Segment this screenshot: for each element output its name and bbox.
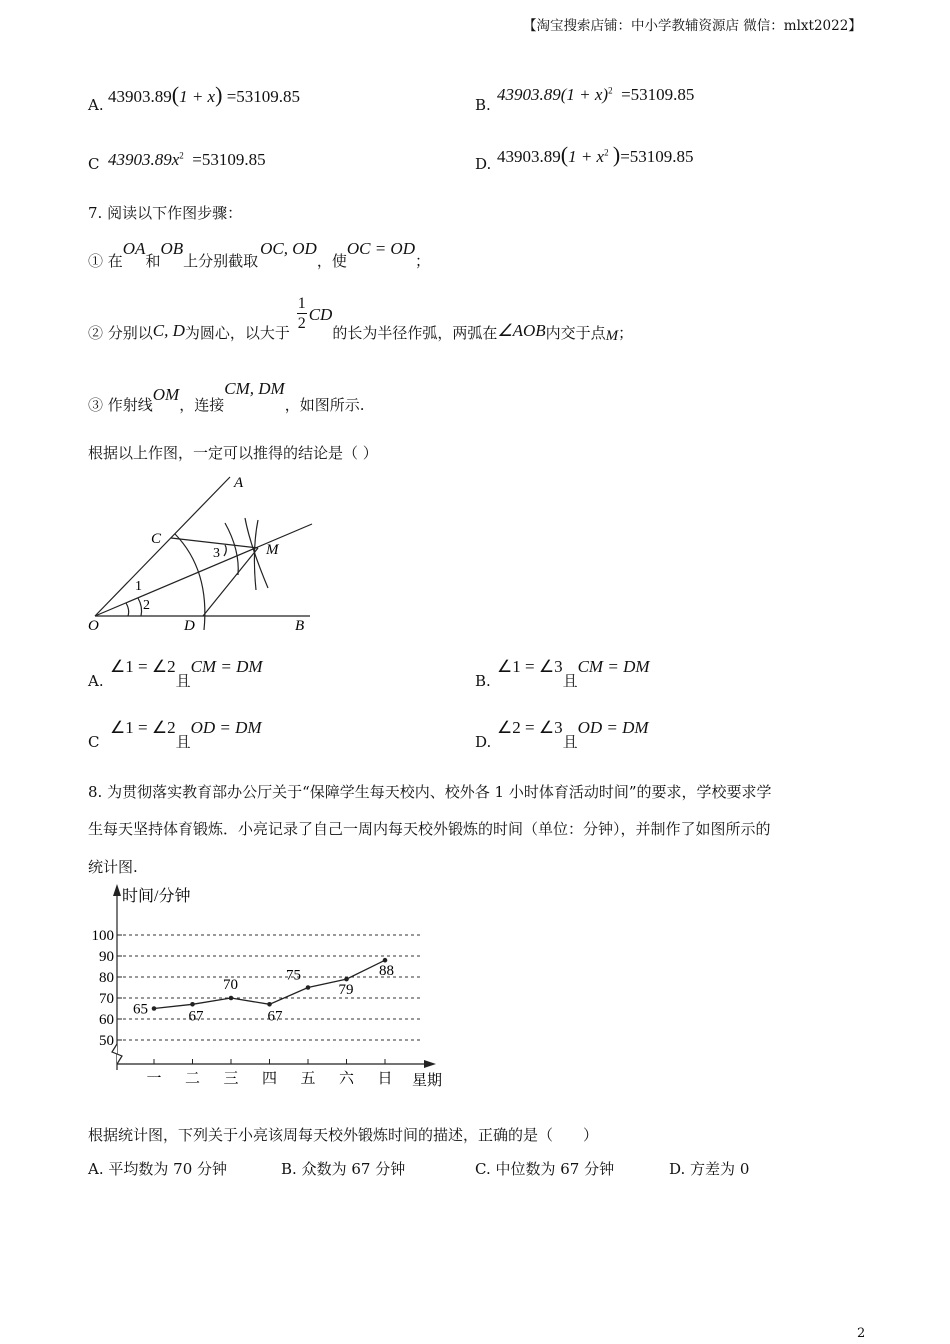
q7-step3: ③ 作射线OM，连接CM, DM，如图所示.	[88, 379, 365, 414]
ray-oa	[95, 477, 230, 616]
x-axis-arrow	[424, 1060, 436, 1068]
q7-step1: ① 在OA和OB上分别截取OC, OD，使OC = OD；	[88, 239, 431, 270]
q7-option-b: ∠1 = ∠3且CM = DM	[497, 657, 650, 690]
q7-option-b-label: B.	[475, 672, 491, 690]
q8-line-2: 生每天坚持体育锻炼．小亮记录了自己一周内每天校外锻炼的时间（单位：分钟），并制作了如图所示的	[88, 820, 771, 838]
y-axis-arrow	[113, 884, 121, 896]
label-angle-3: 3	[213, 546, 220, 561]
y-tick-label: 60	[99, 1012, 114, 1028]
q7-option-a: ∠1 = ∠2且CM = DM	[110, 657, 263, 690]
label-angle-2: 2	[143, 598, 150, 613]
q8-option-b: B. 众数为 67 分钟	[281, 1160, 406, 1178]
data-point	[344, 977, 349, 982]
data-label: 65	[133, 1001, 148, 1018]
angle-mark-3	[224, 545, 226, 556]
x-tick-label: 日	[377, 1071, 393, 1087]
data-point	[383, 958, 388, 963]
data-label: 75	[286, 967, 301, 984]
data-point	[306, 985, 311, 990]
ray-om	[95, 524, 312, 616]
page-header: 【淘宝搜索店铺：中小学教辅资源店 微信：mlxt2022】	[523, 18, 862, 34]
y-tick-label: 80	[99, 970, 114, 986]
label-a: A	[234, 475, 244, 491]
arc-from-c	[225, 523, 238, 575]
x-tick-label: 六	[338, 1071, 355, 1087]
q6-option-c-label: C	[88, 155, 100, 173]
label-c: C	[151, 531, 162, 547]
q8-line-3: 统计图.	[88, 858, 138, 876]
label-d: D	[184, 618, 195, 634]
q7-geometry-figure	[80, 470, 330, 645]
label-angle-1: 1	[135, 579, 142, 594]
q8-line-chart	[80, 880, 460, 1095]
q8-line-1: 8. 为贯彻落实教育部办公厅关于“保障学生每天校内、校外各 1 小时体育活动时间”的要求，学校要求学	[88, 783, 772, 801]
page-number: 2	[857, 1326, 866, 1341]
q7-option-a-label: A.	[88, 672, 104, 690]
data-label: 67	[267, 1008, 283, 1025]
q6-option-d-label: D.	[475, 155, 492, 173]
x-tick-label: 五	[300, 1071, 316, 1087]
y-tick-label: 50	[99, 1033, 114, 1049]
q7-option-c: ∠1 = ∠2且OD = DM	[110, 718, 262, 751]
x-tick-label: 一	[146, 1071, 162, 1087]
q7-option-d-label: D.	[475, 733, 492, 751]
q6-option-a-label: A.	[88, 96, 104, 114]
x-tick-label: 四	[261, 1071, 278, 1087]
q7-option-c-label: C	[88, 733, 100, 751]
data-point	[190, 1002, 195, 1007]
data-point	[152, 1006, 157, 1011]
y-tick-label: 90	[99, 949, 114, 965]
angle-mark-1	[126, 603, 129, 616]
y-axis-label: 时间/分钟	[122, 888, 191, 905]
q8-option-d: D. 方差为 0	[669, 1160, 750, 1178]
q6-option-a-formula: 43903.89(1 + x) =53109.85	[108, 82, 301, 107]
x-tick-label: 三	[223, 1071, 239, 1087]
q8-option-c: C. 中位数为 67 分钟	[475, 1160, 615, 1178]
q7-option-d: ∠2 = ∠3且OD = DM	[497, 718, 649, 751]
data-label: 67	[188, 1008, 204, 1025]
label-m: M	[266, 542, 279, 558]
q6-option-d-formula: $43903.89(1 + x^2$ )=53109.85	[497, 142, 694, 167]
data-label: 70	[223, 977, 238, 993]
y-tick-label: 70	[99, 991, 114, 1007]
arc-extra	[254, 520, 258, 590]
label-o: O	[88, 618, 99, 634]
data-label: 79	[338, 982, 354, 999]
x-axis-label: 星期	[412, 1073, 443, 1089]
q6-option-b-formula: $43903.89(1 + x)^2 =53109.85$	[497, 85, 695, 104]
label-b: B	[295, 618, 305, 634]
y-tick-label: 100	[91, 928, 114, 944]
q7-question: 根据以上作图，一定可以推得的结论是（ ）	[88, 444, 378, 462]
q6-option-b-label: B.	[475, 96, 491, 114]
q7-step2: ② 分别以C, D为圆心，以大于 $\frac{1}{2}$ CD的长为半径作弧，两弧在∠AOB内交于点M；	[88, 295, 634, 344]
q6-option-c-formula: $43903.89x^2 =53109.85$	[108, 150, 266, 169]
q8-question: 根据统计图，下列关于小亮该周每天校外锻炼时间的描述，正确的是（ ）	[88, 1126, 599, 1144]
q8-option-a: A. 平均数为 70 分钟	[88, 1160, 228, 1178]
x-tick-label: 二	[184, 1071, 201, 1087]
q7-title: 7. 阅读以下作图步骤：	[88, 204, 243, 222]
data-label: 88	[379, 963, 394, 980]
data-point	[267, 1002, 272, 1007]
angle-mark-2	[138, 598, 142, 616]
data-point	[229, 996, 234, 1001]
